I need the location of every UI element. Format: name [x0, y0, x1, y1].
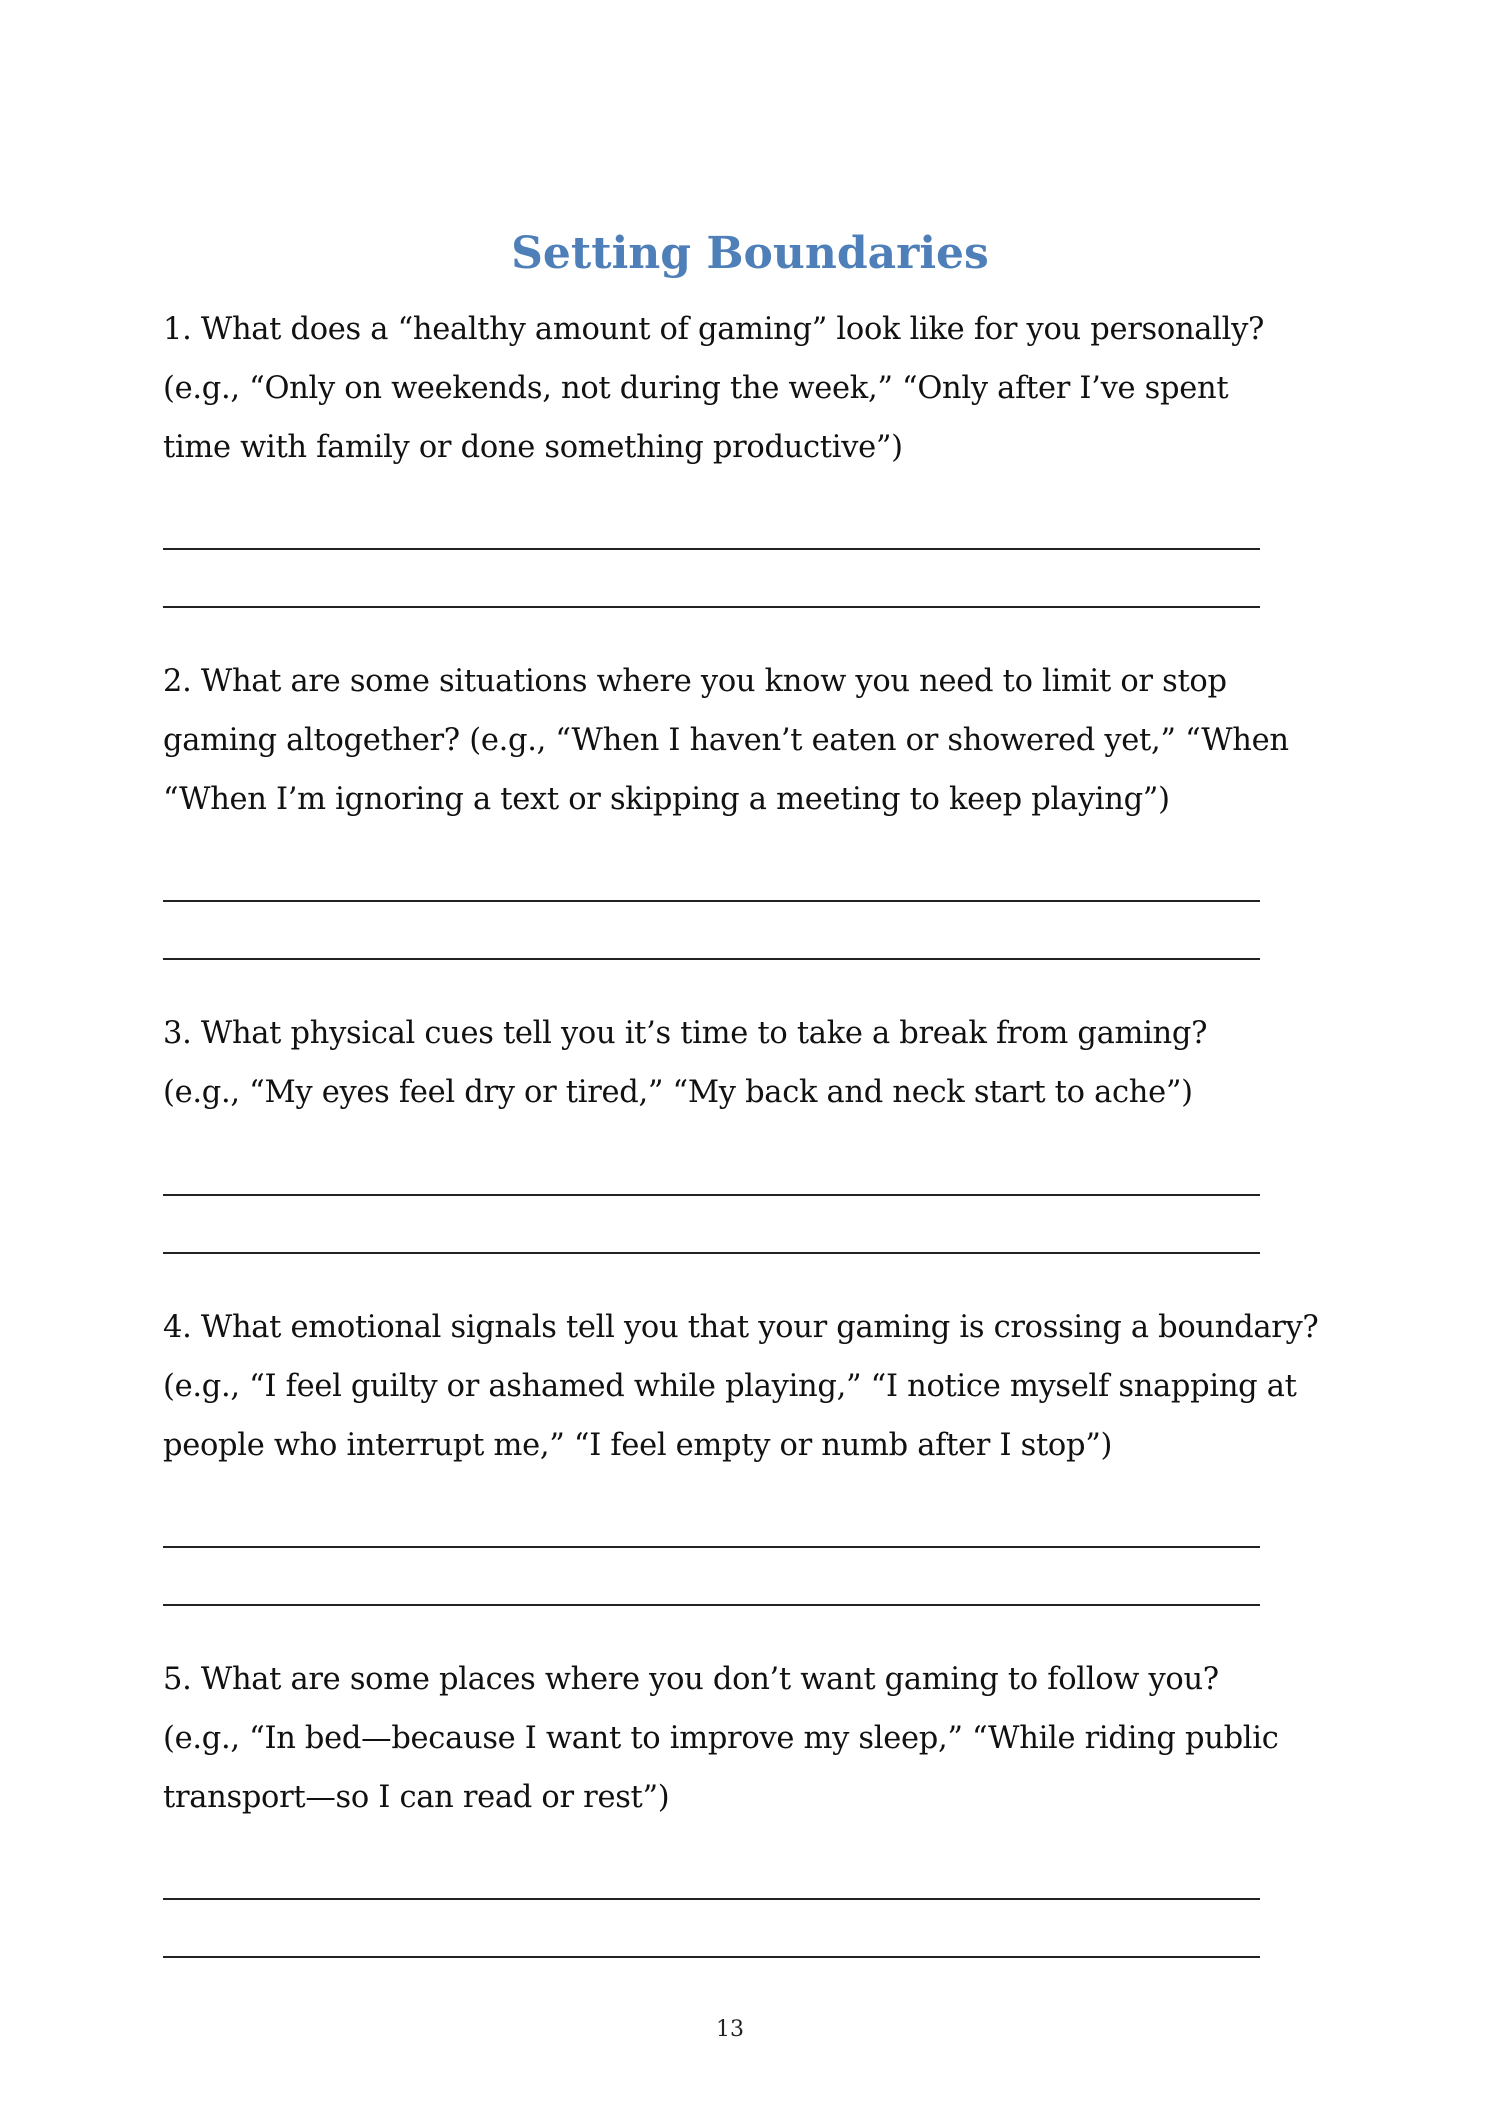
- question-4-line-3: people who interrupt me,” “I feel empty or numb after I stop”): [163, 1428, 1113, 1463]
- answer-line-5b[interactable]: [163, 1956, 1260, 1958]
- page-title: Setting Boundaries: [511, 228, 989, 280]
- question-1-line-3: time with family or done something productive”): [163, 430, 903, 465]
- page-number: 13: [716, 2017, 744, 2042]
- answer-line-2b[interactable]: [163, 958, 1260, 960]
- question-5: [163, 1650, 1343, 1827]
- question-2: [163, 652, 1343, 829]
- question-1-line-1: 1. What does a “healthy amount of gaming” look like for you personally?: [163, 312, 1265, 347]
- question-4-line-2: (e.g., “I feel guilty or ashamed while playing,” “I notice myself snapping at: [163, 1369, 1297, 1404]
- question-3-line-2: (e.g., “My eyes feel dry or tired,” “My back and neck start to ache”): [163, 1075, 1193, 1110]
- answer-line-4a[interactable]: [163, 1546, 1260, 1548]
- question-2-line-2: gaming altogether? (e.g., “When I haven’t eaten or showered yet,” “When: [163, 723, 1289, 758]
- question-1: [163, 300, 1343, 477]
- answer-line-5a[interactable]: [163, 1898, 1260, 1900]
- question-5-line-1: 5. What are some places where you don’t want gaming to follow you?: [163, 1662, 1219, 1697]
- answer-line-2a[interactable]: [163, 900, 1260, 902]
- answer-line-4b[interactable]: [163, 1604, 1260, 1606]
- answer-line-1a[interactable]: [163, 548, 1260, 550]
- question-5-line-2: (e.g., “In bed—because I want to improve my sleep,” “While riding public: [163, 1721, 1279, 1756]
- question-4: [163, 1298, 1343, 1475]
- answer-line-3b[interactable]: [163, 1252, 1260, 1254]
- question-5-line-3: transport—so I can read or rest”): [163, 1780, 670, 1815]
- answer-line-3a[interactable]: [163, 1194, 1260, 1196]
- question-2-line-1: 2. What are some situations where you know you need to limit or stop: [163, 664, 1227, 699]
- question-1-line-2: (e.g., “Only on weekends, not during the week,” “Only after I’ve spent: [163, 371, 1229, 406]
- answer-line-1b[interactable]: [163, 606, 1260, 608]
- question-2-line-3: “When I’m ignoring a text or skipping a meeting to keep playing”): [163, 782, 1170, 817]
- question-3: [163, 1004, 1343, 1122]
- question-4-line-1: 4. What emotional signals tell you that your gaming is crossing a boundary?: [163, 1310, 1319, 1345]
- question-3-line-1: 3. What physical cues tell you it’s time to take a break from gaming?: [163, 1016, 1208, 1051]
